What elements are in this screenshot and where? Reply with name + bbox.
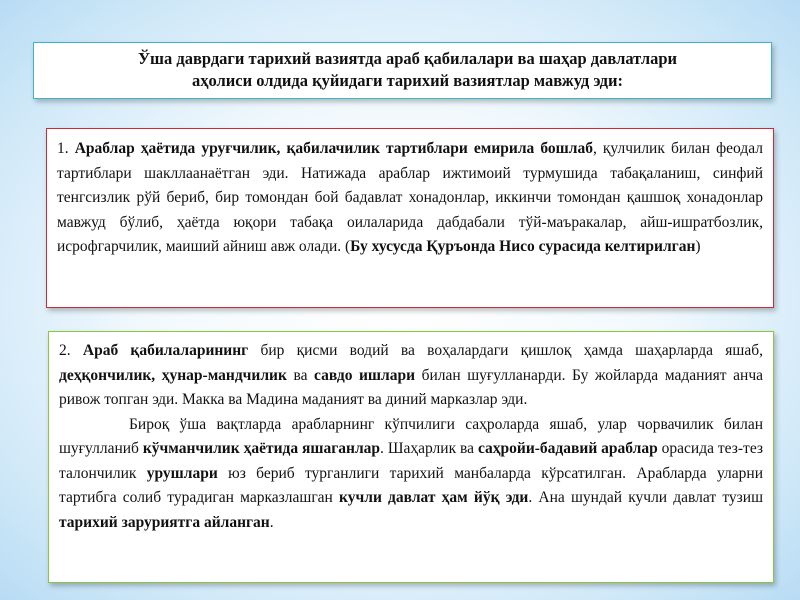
point-1-text: , қулчилик билан феодал тартиблари шакллаанаётган эди. Натижада араблар ижтимоий турмушида табақаланиш, синфий тенгсизлик рўй бериб, бир томондан бой бадавлат хонадонлар, иккинчи томондан қашшоқ хонадонлар мавжуд бўлиб, ҳаётда юқори табақа оилаларида дабдабали тўй-маъракалар, айш-ишратбозлик, исрофгарчилик, маиший айниш авж олади. ( [57,140,763,255]
title-box [33,42,772,99]
point-2-text-3: билан шуғулланарди. Бу жойларда маданият анча ривож топган эди. Макка ва Мадина маданият ва диний марказлар эди. [59,366,763,408]
point-2-p2-bold-4: кучли давлат ҳам йўқ эди [339,489,529,506]
point-1-bold-lead: Араблар ҳаётида уруғчилик, қабилачилик тартиблари емирила бошлаб [74,140,593,157]
point-1-bold-reference: Бу хусусда Қуръонда Нисо сурасида келтирилган [350,238,696,255]
point-2-p2-bold-5: тарихий заруриятга айланган [59,513,270,531]
point-2-p2-text-1: Бироқ ўша вақтларда арабларнинг кўпчилиги саҳроларда яшаб, улар чорвачилик билан шуғулланиб [59,415,763,457]
point-2-bold-3: савдо ишлари [314,366,416,384]
point-2-p2-text-5: . Ана шундай кучли давлат тузиш [528,489,764,506]
point-2-p2-text-4: юз бериб турганлиги тарихий манбаларда кўрсатилган. Арабларда уларни тартибга солиб турадиган марказлашган [59,464,763,506]
point-2-paragraph-2 [59,413,763,536]
point-1-box [46,128,774,308]
point-2-text-1: бир қисми водий ва воҳалардаги қишлоқ ҳамда шаҳарларда яшаб, [248,342,763,359]
point-2-box [48,331,774,583]
point-1-paragraph [57,137,763,260]
point-2-paragraph-1 [59,339,763,413]
point-2-number: 2. [59,342,71,359]
point-2-p2-bold-1: кўчманчилик ҳаётида яшаганлар [142,440,381,457]
point-2-bold-2: деҳқончилик, ҳунар-мандчилик [59,366,287,384]
point-2-p2-text-6: . [269,513,274,531]
point-1-close: ) [695,238,701,255]
point-2-p2-text-2: . Шаҳарлик ва [380,440,478,457]
title-line-1: Ўша даврдаги тарихий вазиятда араб қабилалари ва шаҳар давлатлари [137,49,678,68]
point-2-p2-bold-2: саҳройи-бадавий араблар [477,440,658,457]
point-2-text-2: ва [286,366,315,384]
point-2-p2-text-3: орасида тез-тез талончилик [59,440,764,482]
point-2-p2-bold-3: урушлари [146,464,218,482]
point-2-bold-1: Араб қабилаларининг [82,342,249,359]
point-1-number: 1. [57,140,69,157]
title-line-2: аҳолиси олдида қуйидаги тарихий вазиятлар мавжуд эди: [191,71,624,90]
